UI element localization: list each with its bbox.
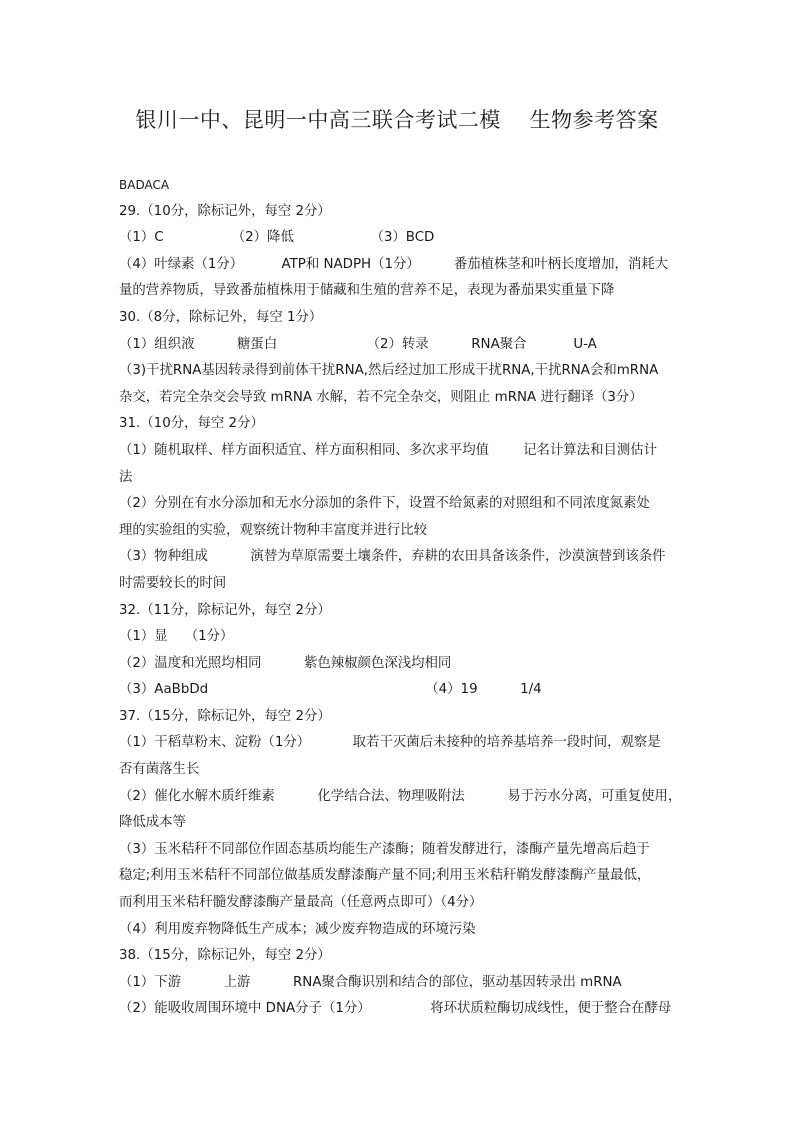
question-32-header: 32.（11分，除标记外，每空 2分） <box>119 602 331 618</box>
answer-line: （1）下游 上游 RNA聚合酶识别和结合的部位，驱动基因转录出 mRNA <box>119 974 622 990</box>
answer-line: 否有菌落生长 <box>119 762 200 778</box>
answer-line: （3）玉米秸秆不同部位作固态基质均能生产漆酶；随着发酵进行，漆酶产量先增高后趋于 <box>119 841 650 857</box>
answer-line: （2）温度和光照均相同 紫色辣椒颜色深浅均相同 <box>119 655 452 671</box>
answer-line: 理的实验组的实验，观察统计物种丰富度并进行比较 <box>119 522 427 538</box>
answer-line: （3）物种组成 演替为草原需要土壤条件，弃耕的农田具备该条件，沙漠演替到该条件 <box>119 549 666 565</box>
answer-line: （3)干扰RNA基因转录得到前体干扰RNA,然后经过加工形成干扰RNA,干扰RNA会和mRNA <box>119 363 659 379</box>
answer-line: （4）叶绿素（1分） ATP和 NADPH（1分） 番茄植株茎和叶柄长度增加，消耗大 <box>119 256 669 272</box>
answer-line: （1）随机取样、样方面积适宜、样方面积相同、多次求平均值 记名计算法和目测估计 <box>119 442 658 458</box>
answer-line: （2）分别在有水分添加和无水分添加的条件下，设置不给氮素的对照组和不同浓度氮素处 <box>119 496 650 512</box>
answer-line: 而利用玉米秸秆髓发酵漆酶产量最高（任意两点即可）（4分） <box>119 895 483 911</box>
answer-line: （1）组织液 糖蛋白 （2）转录 RNA聚合 U-A <box>119 336 597 352</box>
question-37-header: 37.（15分，除标记外，每空 2分） <box>119 708 331 724</box>
choice-answers: BADACA <box>119 178 170 192</box>
question-38-header: 38.（15分，除标记外，每空 2分） <box>119 948 331 964</box>
answer-line: （4）利用废弃物降低生产成本；减少废弃物造成的环境污染 <box>119 921 476 937</box>
page-title: 银川一中、昆明一中高三联合考试二模 生物参考答案 <box>135 108 659 132</box>
answer-body <box>119 172 681 1023</box>
answer-line: 稳定;利用玉米秸秆不同部位做基质发酵漆酶产量不同;利用玉米秸秆鞘发酵漆酶产量最低， <box>119 868 651 884</box>
answer-line: 时需要较长的时间 <box>119 575 227 591</box>
answer-line: 降低成本等 <box>119 815 186 831</box>
question-31-header: 31.（10分，每空 2分） <box>119 416 264 432</box>
answer-line: 法 <box>119 469 133 485</box>
answer-line: （1）C （2）降低 （3）BCD <box>119 230 435 246</box>
answer-line: （2）催化水解木质纤维素 化学结合法、物理吸附法 易于污水分离，可重复使用， <box>119 788 682 804</box>
answer-line: 量的营养物质，导致番茄植株用于储藏和生殖的营养不足，表现为番茄果实重量下降 <box>119 283 615 299</box>
answer-line: （3）AaBbDd （4）19 1/4 <box>119 682 542 698</box>
answer-line: （2）能吸收周围环境中 DNA分子（1分） 将环状质粒酶切成线性，便于整合在酵母 <box>119 1001 672 1017</box>
answer-line: 杂交，若完全杂交会导致 mRNA 水解，若不完全杂交，则阻止 mRNA 进行翻译（3分） <box>119 389 643 405</box>
answer-line: （1）显 （1分） <box>119 629 234 645</box>
question-29-header: 29.（10分，除标记外，每空 2分） <box>119 203 331 219</box>
answer-line: （1）干稻草粉末、淀粉（1分） 取若干灭菌后未接种的培养基培养一段时间，观察是 <box>119 735 661 751</box>
question-30-header: 30.（8分，除标记外，每空 1分） <box>119 309 323 325</box>
